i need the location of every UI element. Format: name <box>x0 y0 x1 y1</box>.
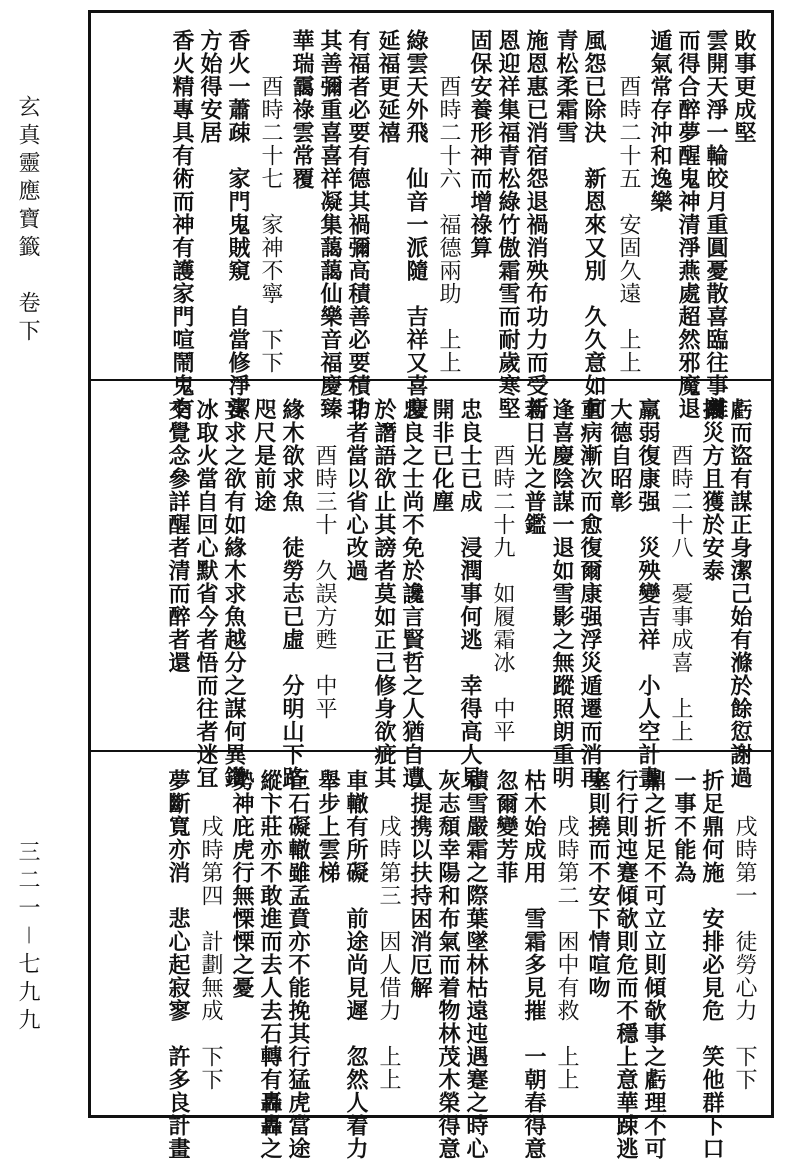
text-column: 香火一蕭疎 家門鬼賊窺 自當修淨潔 <box>225 29 251 420</box>
text-column: 緣木欲求魚 徒勞志已虛 分明山下路 <box>279 398 305 789</box>
panel-top <box>91 13 771 420</box>
text-column: 人提携以扶持困消厄解 <box>407 769 433 999</box>
text-column: 忽爾變芳菲 <box>493 769 519 884</box>
text-column: 忠良之士尚不免於讒言賢哲之人猶自遭 <box>399 398 425 789</box>
text-column: 舉步上雲梯 <box>315 769 341 884</box>
text-column: 灰志頹幸陽和布氣而着物林茂木榮得意 <box>435 769 461 1160</box>
text-column: 重病漸次而愈復爾康强浮災遁遷而消再 <box>577 398 603 789</box>
text-column: 華瑞靄祿雲常覆 <box>289 29 315 190</box>
text-column: 虧而盜有謀正身潔己始有滌於餘愆謝過 <box>727 398 753 789</box>
sign-heading: 酉時二十六 福德兩助 上上 <box>436 29 461 374</box>
text-column: 車轍有所礙 前途尚見遲 忽然人着力 <box>343 769 369 1160</box>
text-column: 恩迎祥集福青松綠竹傲霜雪而耐歲寒堅 <box>495 29 521 420</box>
text-column: 有福者必要有德其禍彌高積善必要積功 <box>345 29 371 420</box>
text-column: 敗事更成堅 <box>731 29 757 144</box>
divider-bottom <box>91 750 771 752</box>
sign-heading: 戌時第四 計劃無成 下下 <box>198 769 223 1091</box>
text-column: 巨石礙轍雖孟賁亦不能挽其行猛虎當途 <box>285 769 311 1160</box>
text-column: 逢喜慶陰謀一退如雪影之無蹤照朗重明 <box>549 398 575 789</box>
sign-heading: 戌時第二 困中有救 上上 <box>554 769 579 1091</box>
sign-heading: 酉時二十七 家神不寧 下下 <box>258 29 283 374</box>
text-column: 一事不能為 <box>671 769 697 884</box>
sign-heading: 戌時第三 因人借力 上上 <box>376 769 401 1091</box>
text-column: 其善彌重喜喜祥凝集藹藹仙樂音福慶臻 <box>317 29 343 420</box>
divider-top <box>91 379 771 381</box>
text-column: 枯木始成用 雪霜多見摧 一朝春得意 <box>521 769 547 1160</box>
text-column: 綠雲天外飛 仙音一派隨 吉祥又喜慶 <box>403 29 429 420</box>
text-column: 雲開天淨一輪皎月重圓憂散喜臨往事離 <box>703 29 729 420</box>
text-column: 而得合醉夢醒鬼神清淨燕處超然邪魔退 <box>675 29 701 420</box>
text-column: 非者當以省心改過 <box>343 398 369 582</box>
text-column: 鼎之折足不可立立則傾欹事之虧理不可 <box>641 769 667 1160</box>
text-column: 延福更延禧 <box>375 29 401 144</box>
text-column: 攘災方且獲於安泰 <box>699 398 725 582</box>
text-column: 妄求之欲有如緣木求魚越分之謀何異鑽 <box>221 398 247 789</box>
text-column: 施恩惠已消宿怨退禍消殃布功力而受新 <box>523 29 549 420</box>
sign-heading: 戌時第一 徒勞心力 下下 <box>732 769 757 1091</box>
text-column: 冰取火當自回心默省今者悟而往者迷冝 <box>193 398 219 789</box>
text-column: 塞則撓而不安下情喧吻 <box>585 769 611 999</box>
text-column: 大德自昭彰 <box>607 398 633 513</box>
text-column: 折足鼎何施 安排必見危 笑他群下口 <box>699 769 725 1160</box>
text-column: 羸弱復康强 災殃變吉祥 小人空計畫 <box>635 398 661 789</box>
text-column: 遁氣常存沖和逸樂 <box>647 29 673 213</box>
sign-heading: 酉時二十九 如履霜冰 中平 <box>490 398 515 743</box>
panel-bottom <box>91 753 771 1160</box>
left-margin-title: 玄真靈應寶籤 卷下 <box>15 95 40 347</box>
text-column: 香火精專具有術而神有護家門喧鬧鬼有 <box>169 29 195 420</box>
text-column: 勢神庇虎行無慄慄之憂 <box>229 769 255 999</box>
text-column: 開非已化塵 <box>429 398 455 513</box>
sign-heading: 酉時三十 久誤方甦 中平 <box>312 398 337 720</box>
text-column: 行行則迍蹇傾欹則危而不穩上意華踈逃 <box>613 769 639 1160</box>
page-number: 三二一－七九九 <box>15 840 40 1037</box>
text-column: 固保安養形神而增祿算 <box>467 29 493 259</box>
text-column: 咫尺是前途 <box>251 398 277 513</box>
text-column: 交覺念參詳醒者清而醉者還 <box>165 398 191 674</box>
text-column: 風怨已除決 新恩來又別 久久意如何 <box>581 29 607 420</box>
text-column: 忠良士已成 浸潤事何逃 幸得高人見 <box>457 398 483 789</box>
sign-heading: 酉時二十八 憂事成喜 上上 <box>668 398 693 743</box>
text-column: 縱卞莊亦不敢進而去人去石轉有轟轟之 <box>257 769 283 1160</box>
text-column: 青松柔霜雪 <box>553 29 579 144</box>
panel-middle <box>91 382 771 789</box>
text-column: 若日光之普鑑 <box>521 398 547 536</box>
text-column: 夢斷寬亦消 悲心起寂寥 許多良計畫 <box>165 769 191 1160</box>
text-column: 積雪嚴霜之際葉墜林枯遠迍遇蹇之時心 <box>463 769 489 1160</box>
text-column: 方始得安居 <box>197 29 223 144</box>
text-column: 於譖語欲止其謗者莫如正己修身欲疵其 <box>371 398 397 789</box>
scripture-page <box>88 10 774 1160</box>
sign-heading: 酉時二十五 安固久遠 上上 <box>616 29 641 374</box>
